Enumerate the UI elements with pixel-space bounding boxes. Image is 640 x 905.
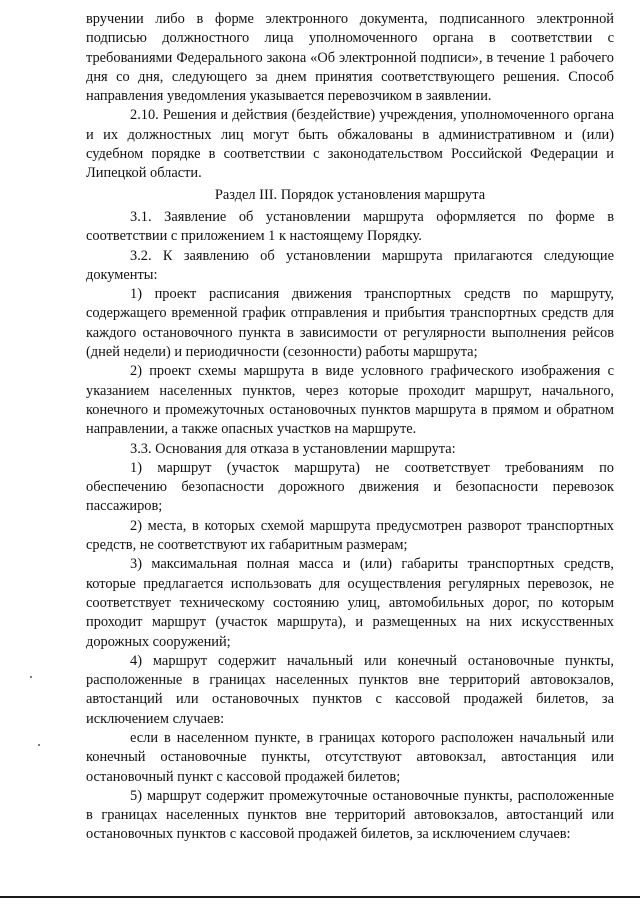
list-item-3-3-4-exception: если в населенном пункте, в границах которого расположен начальный или конечный остановочные пункты, отсутствуют автовокзал, автостанция или остановочный пункт с кассовой продажей билетов;: [86, 729, 614, 785]
list-item-3-2-1: 1) проект расписания движения транспортных средств по маршруту, содержащего временной график отправления и прибытия транспортных средств для каждого остановочного пункта в зависимости от регулярности выполнения рейсов (дней недели) и периодичности (сезонности) работы маршрута;: [86, 286, 614, 361]
paragraph-continuation: вручении либо в форме электронного документа, подписанного электронной подписью должностного лица уполномоченного органа в соответствии с требованиями Федерального закона «Об электронной подписи», в течение 1 рабочего дня со дня, следующего за днем принятия соответствующего решения. Способ направления уведомления указывается перевозчиком в заявлении.: [86, 11, 614, 105]
paragraph-3-1: 3.1. Заявление об установлении маршрута оформляется по форме в соответствии с приложением 1 к настоящему Порядку.: [86, 208, 614, 245]
list-item-3-3-1: 1) маршрут (участок маршрута) не соответствует требованиям по обеспечению безопасности дорожного движения и безопасности перевозок пассажиров;: [86, 459, 614, 515]
section-heading: Раздел III. Порядок установления маршрута: [214, 186, 486, 203]
list-item-3-3-2: 2) места, в которых схемой маршрута предусмотрен разворот транспортных средств, не соответствуют их габаритным размерам;: [86, 517, 614, 554]
list-item-3-3-3: 3) максимальная полная масса и (или) габариты транспортных средств, которые предлагается использовать для осуществления регулярных перевозок, не соответствует техническому состоянию улиц, автомобильных дорог, по которым проходит маршрут (участок маршрута), и размещенных на них искусственных дорожных сооружений;: [86, 556, 614, 650]
list-item-3-2-2: 2) проект схемы маршрута в виде условного графического изображения с указанием населенных пунктов, через которые проходит маршрут, начального, конечного и промежуточных остановочных пунктов маршрута в прямом и обратном направлении, а также опасных участков на маршруте.: [86, 363, 614, 438]
document-page: [86, 10, 614, 845]
paragraph-3-2: 3.2. К заявлению об установлении маршрута прилагаются следующие документы:: [86, 247, 614, 283]
list-item-3-3-4: 4) маршрут содержит начальный или конечный остановочные пункты, расположенные в границах населенных пунктов вне территорий автовокзалов, автостанций или остановочных пунктов с кассовой продажей билетов, за исключением случаев:: [86, 652, 614, 727]
list-item-3-3-5: 5) маршрут содержит промежуточные остановочные пункты, расположенные в границах населенных пунктов вне территорий автовокзалов, автостанций или остановочных пунктов с кассовой продажей билетов, за исключением случаев:: [86, 787, 614, 843]
paragraph-2-10: 2.10. Решения и действия (бездействие) учреждения, уполномоченного органа и их должностных лиц могут быть обжалованы в административном и (или) судебном порядке в соответствии с законодательством Российской Федерации и Липецкой области.: [86, 107, 614, 182]
paragraph-3-3: 3.3. Основания для отказа в установлении маршрута:: [130, 440, 456, 457]
scan-edge-line: [0, 896, 640, 898]
scan-speck: [30, 676, 32, 678]
scan-speck: [38, 744, 40, 746]
